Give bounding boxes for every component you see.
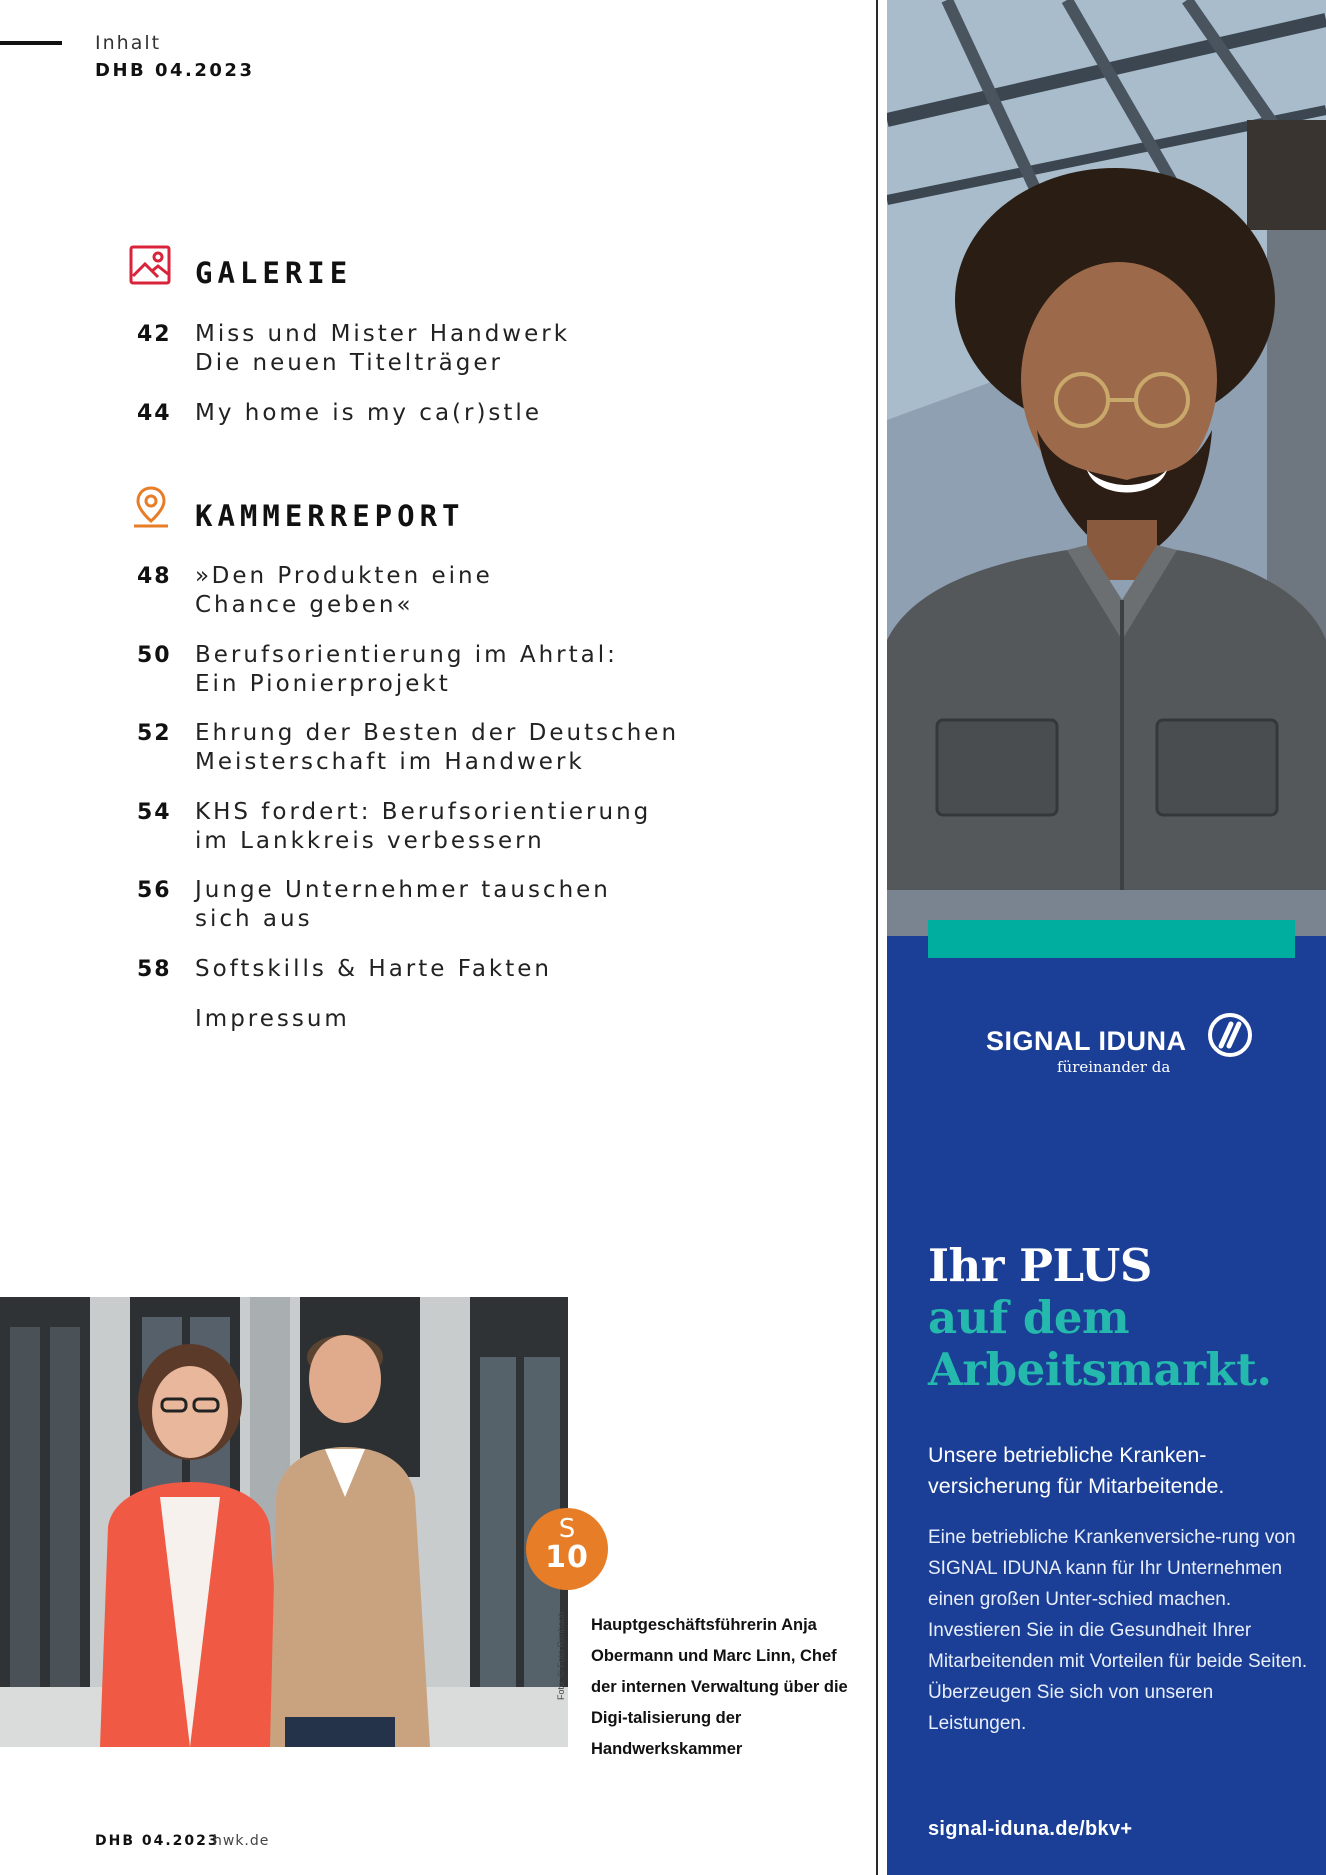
section-title-galerie: GALERIE (195, 256, 353, 290)
advertisement-panel[interactable] (887, 0, 1326, 1875)
toc-entry[interactable]: My home is my ca(r)stle (195, 400, 542, 426)
page-badge-prefix: S (558, 1514, 576, 1544)
page-reference-badge[interactable] (526, 1508, 608, 1590)
toc-page-number: 44 (137, 401, 172, 426)
toc-entry[interactable]: Miss und Mister Handwerk Die neuen Titelträger (195, 321, 571, 376)
toc-entry-impressum[interactable]: Impressum (195, 1006, 350, 1032)
toc-page-number: 54 (137, 800, 172, 825)
ad-accent-bar (928, 920, 1295, 958)
feature-photo (0, 1297, 568, 1747)
column-divider (876, 0, 878, 1875)
photo-caption: Hauptgeschäftsführerin Anja Obermann und Marc Linn, Chef der internen Verwaltung über die Digi-talisierung der Handwerkskammer (591, 1616, 848, 1758)
section-title-kammerreport: KAMMERREPORT (195, 499, 465, 533)
toc-page-number: 58 (137, 957, 172, 982)
toc-page-number: 50 (137, 643, 172, 668)
toc-page-number: 52 (137, 721, 172, 746)
ad-body-text: Eine betriebliche Krankenversiche-rung von SIGNAL IDUNA kann für Ihr Unternehmen einen großen Unter-schied machen. Investieren Sie in die Gesundheit Ihrer Mitarbeitenden mit Vorteilen für beide Seiten. Überzeugen Sie sich von unseren Leistungen. (928, 1527, 1308, 1734)
toc-entry[interactable]: Junge Unternehmer tauschen sich aus (195, 877, 611, 932)
footer-website-link[interactable]: hwk.de (213, 1833, 270, 1849)
photo-credit: Foto: © Foto Rimbach (556, 1611, 566, 1700)
toc-page-number: 56 (137, 878, 172, 903)
toc-entry[interactable]: Softskills & Harte Fakten (195, 956, 552, 982)
toc-page-number: 48 (137, 564, 172, 589)
toc-entry[interactable]: Berufsorientierung im Ahrtal: Ein Pionierprojekt (195, 642, 618, 697)
image-icon (128, 242, 174, 288)
page-badge-number: 10 (545, 1540, 589, 1575)
toc-page-number: 42 (137, 322, 172, 347)
header-rule (0, 41, 62, 45)
ad-logo (887, 1004, 1326, 1084)
ad-headline-line-1: Ihr PLUS (928, 1239, 1152, 1292)
ad-headline (928, 1240, 1272, 1396)
toc-entry[interactable]: KHS fordert: Berufsorientierung im Lankkreis verbessern (195, 799, 652, 854)
header-issue: DHB 04.2023 (95, 60, 255, 81)
ad-tagline: füreinander da (1057, 1058, 1171, 1076)
ad-subheadline: Unsere betriebliche Kranken-versicherung für Mitarbeitende. (928, 1443, 1225, 1498)
toc-entry[interactable]: »Den Produkten eine Chance geben« (195, 563, 493, 618)
toc-entry[interactable]: Ehrung der Besten der Deutschen Meisterschaft im Handwerk (195, 720, 680, 775)
footer-issue: DHB 04.2023 (95, 1833, 220, 1849)
ad-headline-line-2: auf dem (928, 1291, 1130, 1344)
ad-brand-name: SIGNAL IDUNA (986, 1026, 1187, 1056)
ad-url-link[interactable]: signal-iduna.de/bkv+ (928, 1818, 1133, 1840)
ad-headline-line-3: Arbeitsmarkt. (928, 1343, 1272, 1396)
header-section-label: Inhalt (95, 32, 162, 54)
location-pin-icon (128, 484, 174, 530)
signal-iduna-logo-icon (1207, 1012, 1253, 1058)
ad-photo (887, 0, 1326, 936)
